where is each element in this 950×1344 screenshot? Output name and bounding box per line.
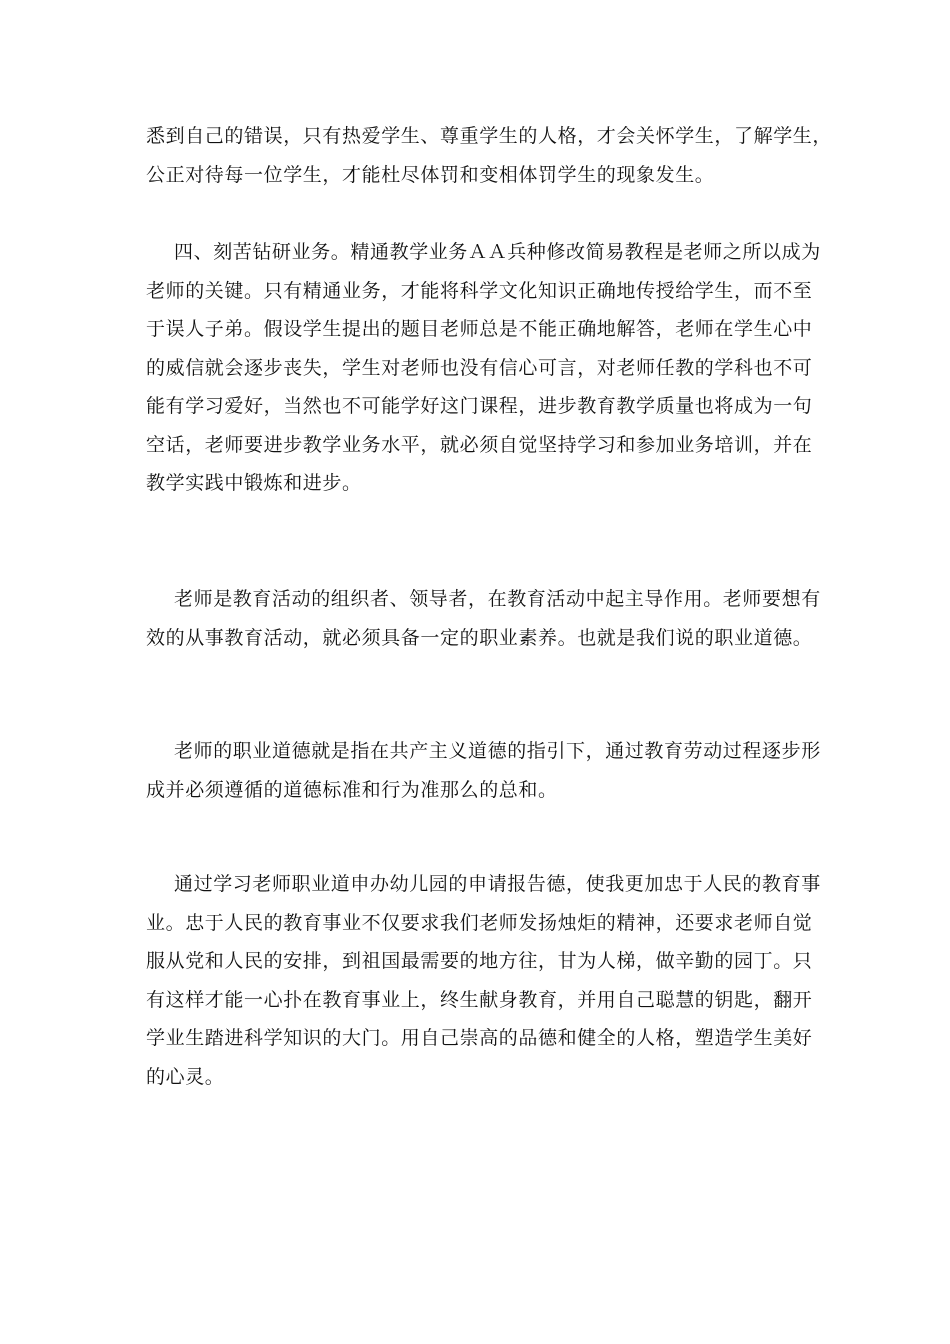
text-line: 四、刻苦钻研业务。精通教学业务ＡＡ兵种修改简易教程是老师之所以成为 [174,241,821,263]
text-line: 空话，老师要进步教学业务水平，就必须自觉坚持学习和参加业务培训，并在 [146,433,813,456]
text-line: 悉到自己的错误，只有热爱学生、尊重学生的人格，才会关怀学生，了解学生， [146,125,833,147]
text-line: 学业生踏进科学知识的大门。用自己崇高的品德和健全的人格，塑造学生美好 [146,1027,813,1049]
text-line: 老师的职业道德就是指在共产主义道德的指引下，通过教育劳动过程逐步形 [174,740,821,762]
text-line: 服从党和人民的安排，到祖国最需要的地方往，甘为人梯，做辛勤的园丁。只 [146,950,813,972]
paragraph-4 [146,732,821,809]
text-line: 通过学习老师职业道申办幼儿园的申请报告德，使我更加忠于人民的教育事 [174,873,821,895]
text-line: 的心灵。 [146,1065,225,1088]
text-line: 教学实践中锻炼和进步。 [146,472,362,494]
text-line: 于误人子弟。假设学生提出的题目老师总是不能正确地解答，老师在学生心中 [146,318,813,340]
text-line: 老师是教育活动的组织者、领导者，在教育活动中起主导作用。老师要想有 [174,588,821,610]
text-line: 有这样才能一心扑在教育事业上，终生献身教育，并用自己聪慧的钥匙，翻开 [146,988,813,1011]
paragraph-1 [146,117,833,194]
paragraph-2 [146,233,821,503]
paragraph-5 [146,865,821,1096]
text-line: 效的从事教育活动，就必须具备一定的职业素养。也就是我们说的职业道德。 [146,626,813,649]
paragraph-3 [146,580,821,657]
text-line: 业。忠于人民的教育事业不仅要求我们老师发扬烛炬的精神，还要求老师自觉 [146,911,813,934]
text-line: 老师的关键。只有精通业务，才能将科学文化知识正确地传授给学生，而不至 [146,279,813,302]
text-line: 公正对待每一位学生，才能杜尽体罚和变相体罚学生的现象发生。 [146,163,715,186]
text-line: 成并必须遵循的道德标准和行为准那么的总和。 [146,778,558,801]
text-line: 能有学习爱好，当然也不可能学好这门课程，进步教育教学质量也将成为一句 [146,395,813,417]
text-line: 的威信就会逐步丧失，学生对老师也没有信心可言，对老师任教的学科也不可 [146,356,813,379]
